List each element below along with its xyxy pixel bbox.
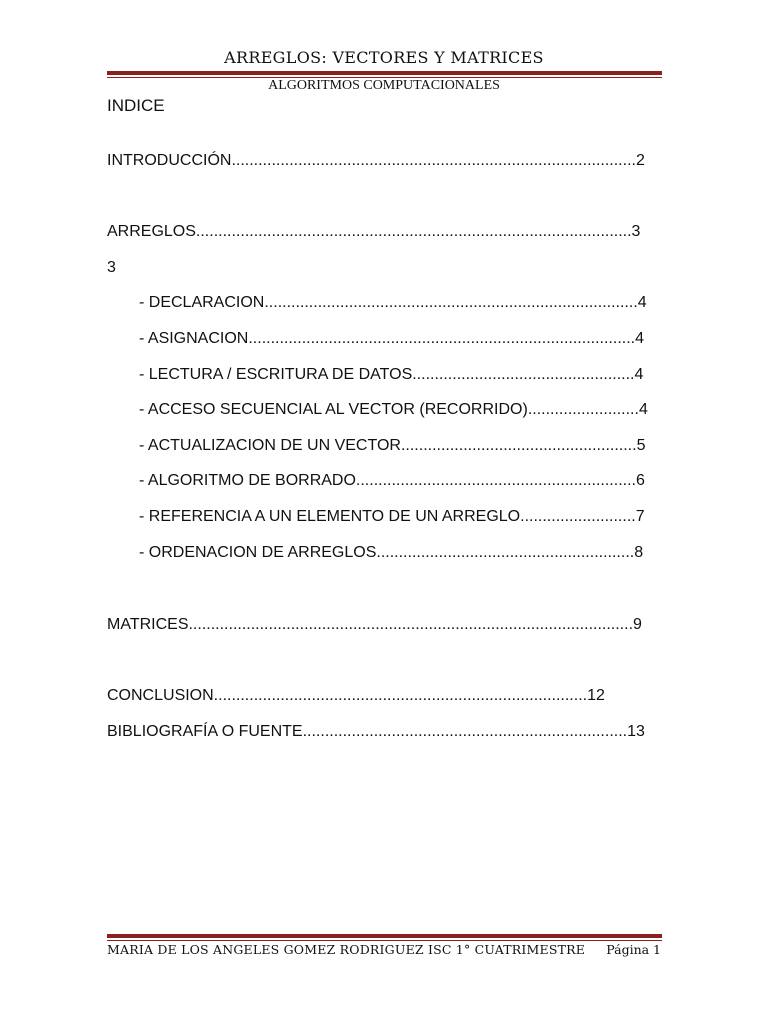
document-subtitle: ALGORITMOS COMPUTACIONALES (268, 78, 500, 93)
toc-entry-stray-number: 3 (107, 259, 116, 276)
footer-page-number: Página 1 (606, 942, 661, 957)
toc-entry-algoritmo-borrado: - ALGORITMO DE BORRADO...............................................................6 (139, 472, 645, 489)
toc-entry-declaracion: - DECLARACION....................................................................................4 (139, 294, 647, 311)
index-heading: INDICE (107, 96, 165, 115)
toc-entry-lectura-escritura: - LECTURA / ESCRITURA DE DATOS..................................................4 (139, 366, 644, 383)
header-rule-thick (107, 71, 662, 75)
toc-entry-referencia-elemento: - REFERENCIA A UN ELEMENTO DE UN ARREGLO..........................7 (139, 508, 645, 525)
toc-entry-asignacion: - ASIGNACION.......................................................................................4 (139, 330, 644, 347)
toc-entry-actualizacion: - ACTUALIZACION DE UN VECTOR.....................................................5 (139, 437, 646, 454)
toc-entry-conclusion: CONCLUSION....................................................................................12 (107, 687, 605, 704)
footer-author: MARIA DE LOS ANGELES GOMEZ RODRIGUEZ ISC 1° CUATRIMESTRE (107, 942, 586, 957)
footer-rule-thick (107, 934, 662, 938)
footer-rule-thin (107, 940, 662, 941)
toc-entry-bibliografia: BIBLIOGRAFÍA O FUENTE.........................................................................13 (107, 723, 645, 740)
toc-entry-arreglos: ARREGLOS..................................................................................................3 (107, 223, 641, 240)
footer-rule (107, 934, 662, 941)
toc-entry-introduccion: INTRODUCCIÓN...........................................................................................2 (107, 152, 645, 169)
document-title: ARREGLOS: VECTORES Y MATRICES (224, 48, 544, 67)
header-rule (107, 71, 662, 78)
toc-entry-ordenacion: - ORDENACION DE ARREGLOS..........................................................8 (139, 544, 644, 561)
toc-entry-acceso-secuencial: - ACCESO SECUENCIAL AL VECTOR (RECORRIDO).........................4 (139, 401, 648, 418)
toc-entry-matrices: MATRICES....................................................................................................9 (107, 616, 642, 633)
